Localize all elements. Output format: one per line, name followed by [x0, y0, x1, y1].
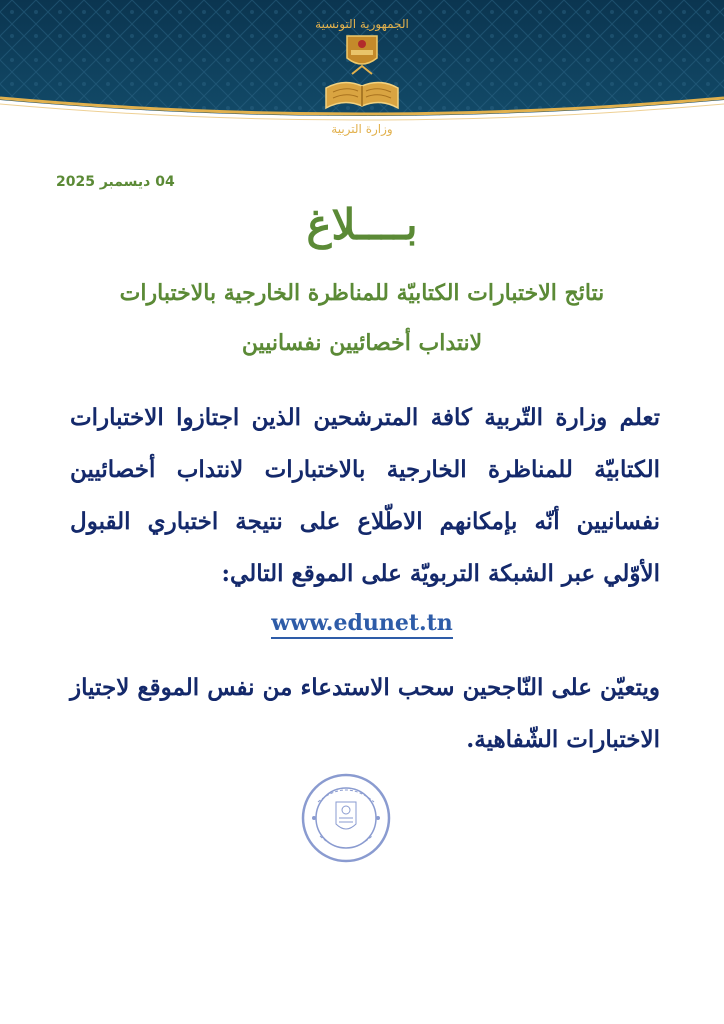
website-link-container: [0, 610, 724, 636]
announcement-paragraph-1: تعلم وزارة التّربية كافة المترشحين الذين اجتازوا الاختبارات الكتابيّة للمناظرة الخارجية بالاختبارات لانتداب أخصائيين نفسانيين أنّه بإمكانهم الاطّلاع على نتيجة اختباري القبول الأوّلي عبر الشبكة التربويّة على الموقع التالي:: [70, 404, 660, 587]
header-country-name: الجمهورية التونسية: [315, 17, 409, 31]
announcement-paragraph-2: ويتعيّن على النّاجحين سحب الاستدعاء من نفس الموقع لاجتياز الاختبارات الشّفاهية.: [70, 674, 660, 753]
header-ministry-name: وزارة التربية: [331, 122, 393, 136]
document-date: 04 ديسمبر 2025: [56, 174, 175, 190]
document-title: بــــلاغ: [306, 200, 418, 249]
official-stamp-icon: [300, 772, 392, 864]
document-subtitle-line1: نتائج الاختبارات الكتابيّة للمناظرة الخارجية بالاختبارات: [119, 280, 605, 306]
document-subtitle-line2: لانتداب أخصائيين نفسانيين: [241, 330, 483, 356]
header-banner: [0, 0, 724, 152]
edunet-website-link[interactable]: www.edunet.tn: [271, 610, 453, 639]
